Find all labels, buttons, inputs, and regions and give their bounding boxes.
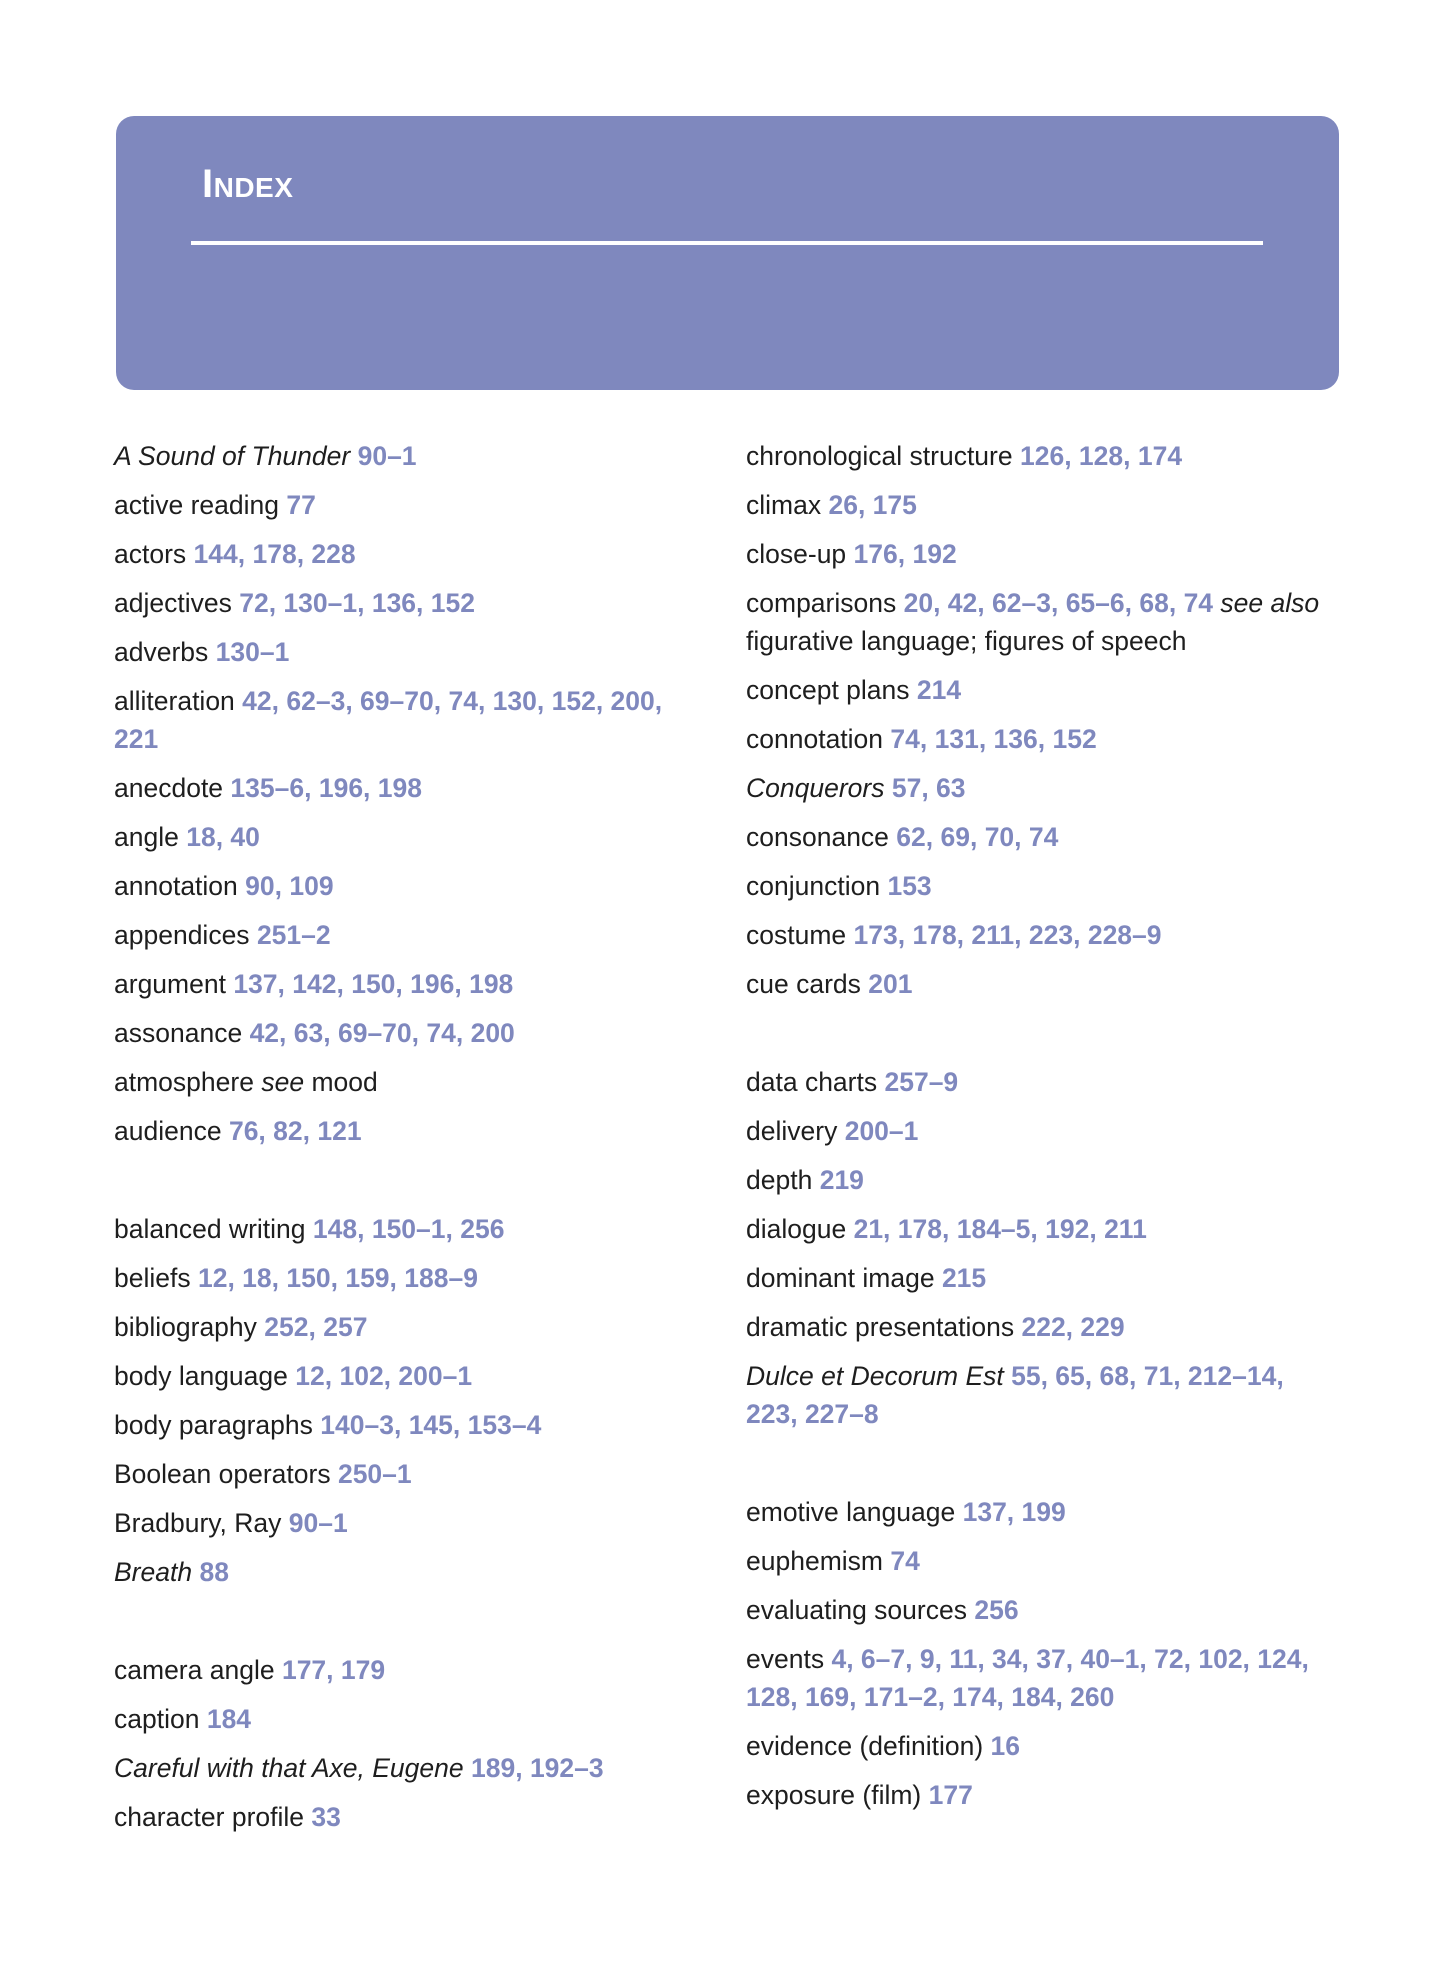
index-entry [114, 965, 704, 1003]
page-numbers: 137, 199 [962, 1497, 1066, 1527]
index-term: comparisons [746, 588, 897, 618]
index-entry [746, 486, 1336, 524]
index-term: bibliography [114, 1312, 257, 1342]
index-term: consonance [746, 822, 889, 852]
page-numbers: 76, 82, 121 [228, 1116, 362, 1146]
index-entry [746, 720, 1336, 758]
index-entry [114, 769, 704, 807]
page-numbers: 21, 178, 184–5, 192, 211 [853, 1214, 1147, 1244]
page-numbers: 256 [974, 1595, 1019, 1625]
index-term: camera angle [114, 1655, 275, 1685]
index-entry [114, 535, 704, 573]
page-numbers: 42, 63, 69–70, 74, 200 [249, 1018, 515, 1048]
index-term: connotation [746, 724, 884, 754]
index-entry [746, 1493, 1336, 1531]
index-term: anecdote [114, 773, 224, 803]
index-entry [114, 1259, 704, 1297]
page-numbers: 12, 102, 200–1 [295, 1361, 473, 1391]
index-term: costume [746, 920, 847, 950]
index-entry [746, 867, 1336, 905]
index-entry [746, 437, 1336, 475]
index-term: events [746, 1644, 825, 1674]
index-term: beliefs [114, 1263, 191, 1293]
index-column-left [114, 437, 704, 1847]
index-entry [746, 1727, 1336, 1765]
page-numbers: 137, 142, 150, 196, 198 [233, 969, 514, 999]
page-numbers: 176, 192 [853, 539, 957, 569]
cross-reference-label: see [261, 1067, 305, 1097]
index-entry [746, 965, 1336, 1003]
page-numbers: 12, 18, 150, 159, 188–9 [197, 1263, 478, 1293]
page-numbers: 4, 6–7, 9, 11, 34, 37, 40–1, 72, 102, 124, 128, 169, 171–2, 174, 184, 260 [746, 1644, 1309, 1712]
page-numbers: 72, 130–1, 136, 152 [239, 588, 475, 618]
index-term: conjunction [746, 871, 881, 901]
cross-reference-target: figurative language; figures of speech [746, 626, 1187, 656]
index-term: Breath [114, 1557, 193, 1587]
page-numbers: 16 [990, 1731, 1021, 1761]
page-numbers: 57, 63 [891, 773, 966, 803]
index-entry [746, 1591, 1336, 1629]
group-spacer [114, 1602, 704, 1651]
index-term: balanced writing [114, 1214, 306, 1244]
page-numbers: 189, 192–3 [471, 1753, 604, 1783]
page-numbers: 88 [199, 1557, 229, 1587]
index-term: dramatic presentations [746, 1312, 1015, 1342]
index-entry [114, 1700, 704, 1738]
index-entry [114, 1553, 704, 1591]
index-term: active reading [114, 490, 279, 520]
index-entry [114, 1406, 704, 1444]
page-title: Index [202, 162, 294, 206]
index-entry [114, 1504, 704, 1542]
header-banner [116, 116, 1339, 390]
index-entry [114, 1749, 704, 1787]
page-numbers: 130–1 [215, 637, 290, 667]
page-numbers: 144, 178, 228 [193, 539, 356, 569]
index-term: Dulce et Decorum Est [746, 1361, 1004, 1391]
index-entry [114, 1651, 704, 1689]
index-term: depth [746, 1165, 813, 1195]
index-term: climax [746, 490, 822, 520]
index-entry [746, 1308, 1336, 1346]
index-entry [746, 1542, 1336, 1580]
index-entry [746, 1161, 1336, 1199]
index-entry [746, 1210, 1336, 1248]
index-entry [114, 1455, 704, 1493]
index-term: alliteration [114, 686, 235, 716]
page-numbers: 219 [819, 1165, 864, 1195]
index-entry [114, 437, 704, 475]
page-numbers: 126, 128, 174 [1019, 441, 1183, 471]
index-term: angle [114, 822, 179, 852]
page-numbers: 215 [941, 1263, 987, 1293]
index-term: Conquerors [746, 773, 885, 803]
index-term: chronological structure [746, 441, 1013, 471]
index-term: caption [114, 1704, 200, 1734]
page-numbers: 74, 131, 136, 152 [890, 724, 1097, 754]
index-term: euphemism [746, 1546, 883, 1576]
index-entry [114, 1063, 704, 1101]
index-term: A Sound of Thunder [114, 441, 351, 471]
index-entry [114, 584, 704, 622]
index-term: close-up [746, 539, 847, 569]
index-entry [114, 1210, 704, 1248]
page-numbers: 257–9 [884, 1067, 959, 1097]
index-term: delivery [746, 1116, 838, 1146]
page-numbers: 214 [916, 675, 962, 705]
index-term: dialogue [746, 1214, 847, 1244]
index-entry [114, 867, 704, 905]
index-entry [746, 584, 1336, 660]
index-entry [746, 818, 1336, 856]
page-numbers: 55, 65, 68, 71, 212–14, 223, 227–8 [746, 1361, 1284, 1429]
index-term: exposure (film) [746, 1780, 922, 1810]
index-entry [114, 1798, 704, 1836]
index-term: Boolean operators [114, 1459, 331, 1489]
group-spacer [114, 1161, 704, 1210]
index-entry [746, 1357, 1336, 1433]
index-entry [114, 682, 704, 758]
index-term: body language [114, 1361, 288, 1391]
index-term: actors [114, 539, 187, 569]
index-entry [746, 535, 1336, 573]
page-numbers: 173, 178, 211, 223, 228–9 [853, 920, 1162, 950]
page-numbers: 26, 175 [828, 490, 917, 520]
index-term: data charts [746, 1067, 878, 1097]
cross-reference-target: mood [311, 1067, 378, 1097]
index-term: audience [114, 1116, 222, 1146]
page-numbers: 251–2 [256, 920, 331, 950]
group-spacer [746, 1014, 1336, 1063]
title-rule [191, 241, 1263, 245]
page-numbers: 74 [890, 1546, 920, 1576]
page-numbers: 90–1 [357, 441, 417, 471]
page-numbers: 62, 69, 70, 74 [896, 822, 1059, 852]
index-term: Careful with that Axe, Eugene [114, 1753, 464, 1783]
index-entry [746, 1063, 1336, 1101]
index-term: body paragraphs [114, 1410, 313, 1440]
page-numbers: 201 [868, 969, 913, 999]
page-numbers: 148, 150–1, 256 [312, 1214, 505, 1244]
index-term: atmosphere [114, 1067, 254, 1097]
index-entry [746, 1112, 1336, 1150]
index-term: annotation [114, 871, 238, 901]
index-term: adverbs [114, 637, 209, 667]
index-entry [114, 818, 704, 856]
index-entry [746, 916, 1336, 954]
page-numbers: 200–1 [844, 1116, 919, 1146]
index-term: evaluating sources [746, 1595, 967, 1625]
index-term: concept plans [746, 675, 910, 705]
index-entry [114, 1112, 704, 1150]
page-numbers: 177 [928, 1780, 973, 1810]
page-numbers: 222, 229 [1021, 1312, 1125, 1342]
index-entry [114, 916, 704, 954]
page-numbers: 77 [286, 490, 316, 520]
page-numbers: 33 [311, 1802, 341, 1832]
page-numbers: 252, 257 [264, 1312, 368, 1342]
index-term: cue cards [746, 969, 861, 999]
index-term: Bradbury, Ray [114, 1508, 282, 1538]
page-numbers: 140–3, 145, 153–4 [320, 1410, 542, 1440]
index-entry [746, 671, 1336, 709]
page-numbers: 90, 109 [245, 871, 334, 901]
index-entry [746, 1640, 1336, 1716]
page-numbers: 20, 42, 62–3, 65–6, 68, 74 [903, 588, 1214, 618]
page-numbers: 184 [206, 1704, 252, 1734]
page-numbers: 153 [887, 871, 932, 901]
index-term: adjectives [114, 588, 232, 618]
page-numbers: 250–1 [337, 1459, 412, 1489]
index-term: evidence (definition) [746, 1731, 984, 1761]
page-numbers: 18, 40 [186, 822, 260, 852]
index-term: emotive language [746, 1497, 956, 1527]
index-entry [746, 1259, 1336, 1297]
index-term: dominant image [746, 1263, 935, 1293]
index-term: appendices [114, 920, 250, 950]
page-numbers: 42, 62–3, 69–70, 74, 130, 152, 200, 221 [114, 686, 663, 754]
index-entry [746, 1776, 1336, 1814]
index-entry [746, 769, 1336, 807]
index-term: character profile [114, 1802, 305, 1832]
index-entry [114, 486, 704, 524]
index-column-right [746, 437, 1336, 1825]
index-term: assonance [114, 1018, 243, 1048]
page-numbers: 177, 179 [281, 1655, 386, 1685]
cross-reference-label: see also [1220, 588, 1320, 618]
index-entry [114, 1014, 704, 1052]
index-entry [114, 1308, 704, 1346]
page-numbers: 135–6, 196, 198 [230, 773, 422, 803]
index-entry [114, 633, 704, 671]
page-numbers: 90–1 [288, 1508, 348, 1538]
index-entry [114, 1357, 704, 1395]
group-spacer [746, 1444, 1336, 1493]
index-term: argument [114, 969, 226, 999]
